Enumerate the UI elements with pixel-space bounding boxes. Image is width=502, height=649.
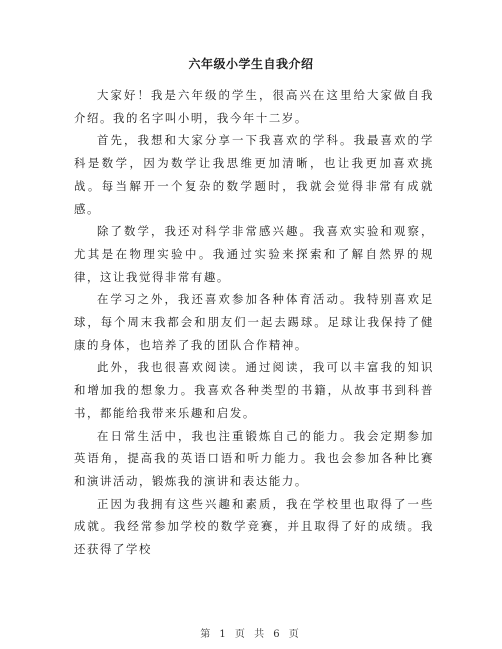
paragraph-math: 首先，我想和大家分享一下我喜欢的学科。我最喜欢的学科是数学，因为数学让我思维更加清晰，也让我更加喜欢挑战。每当解开一个复杂的数学题时，我就会觉得非常有成就感。 [74,133,434,216]
document-body [74,84,434,561]
page-footer: 第 1 页 共 6 页 [200,629,302,640]
paragraph-science: 除了数学，我还对科学非常感兴趣。我喜欢实验和观察，尤其是在物理实验中。我通过实验来探索和了解自然界的规律，这让我觉得非常有趣。 [74,224,434,284]
paragraph-reading: 此外，我也很喜欢阅读。通过阅读，我可以丰富我的知识和增加我的想象力。我喜欢各种类型的书籍，从故事书到科普书，都能给我带来乐趣和启发。 [74,360,434,420]
paragraph-achievements: 正因为我拥有这些兴趣和素质，我在学校里也取得了一些成就。我经常参加学校的数学竞赛，并且取得了好的成绩。我还获得了学校 [74,496,434,557]
paragraph-sports: 在学习之外，我还喜欢参加各种体育活动。我特别喜欢足球，每个周末我都会和朋友们一起去踢球。足球让我保持了健康的身体，也培养了我的团队合作精神。 [74,292,434,352]
paragraph-daily-life: 在日常生活中，我也注重锻炼自己的能力。我会定期参加英语角，提高我的英语口语和听力能力。我也会参加各种比赛和演讲活动，锻炼我的演讲和表达能力。 [74,428,434,488]
document-title: 六年级小学生自我介绍 [188,57,314,71]
paragraph-greeting: 大家好！我是六年级的学生，很高兴在这里给大家做自我介绍。我的名字叫小明，我今年十二岁。 [74,88,434,125]
